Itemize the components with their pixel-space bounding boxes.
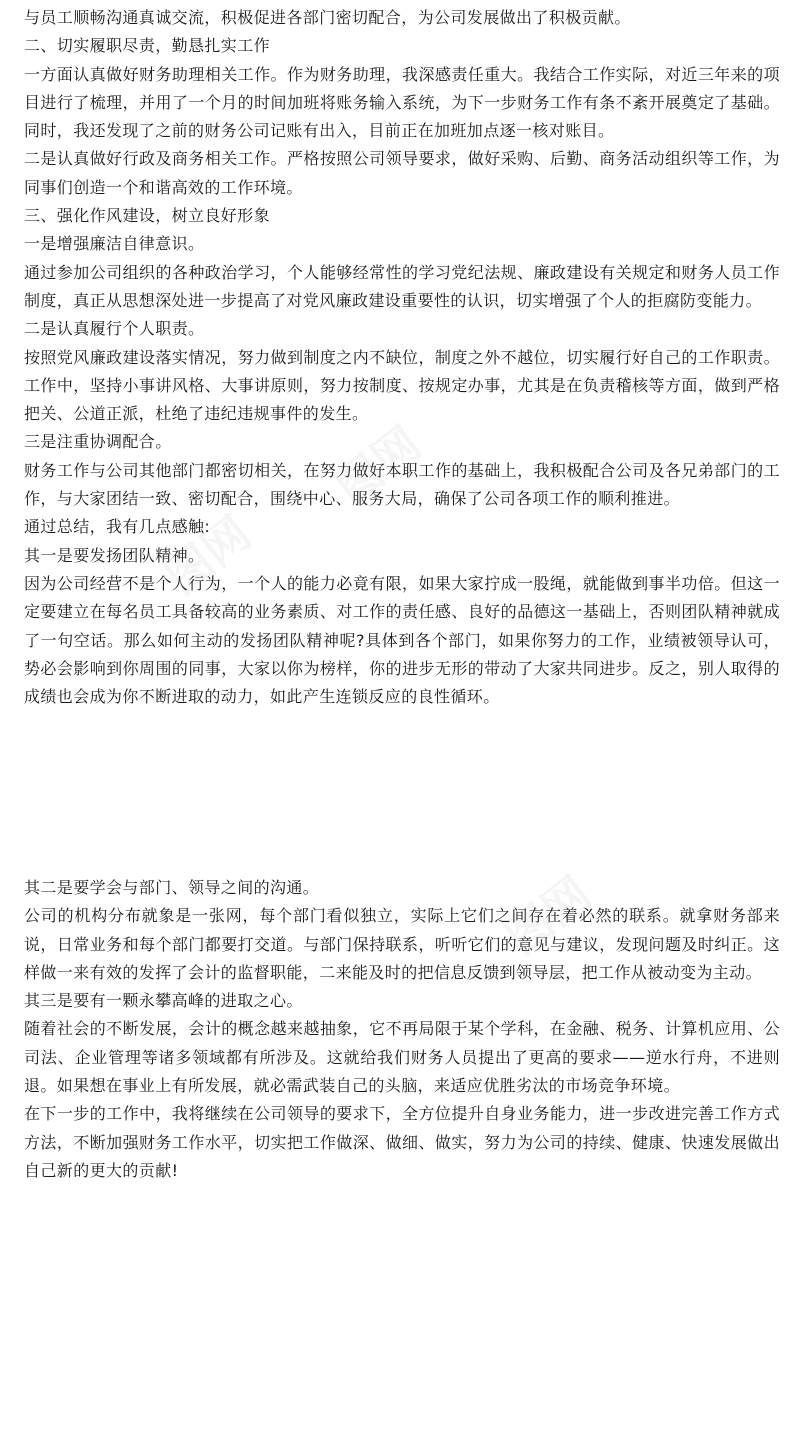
sub-heading: 其一是要发扬团队精神。: [24, 545, 205, 565]
paragraph: 公司的机构分布就象是一张网，每个部门看似独立，实际上它们之间存在着必然的联系。就拿财务部来说，日常业务和每个部门都要打交道。与部门保持联系，听听它们的意见与建议，发现问题及时纠正。这样做一来有效的发挥了会计的监督职能，二来能及时的把信息反馈到领导层，把工作从被动变为主动。: [24, 906, 780, 982]
section-b: [24, 874, 780, 1185]
sub-heading: 其三是要有一颗永攀高峰的进取之心。: [24, 991, 303, 1011]
paragraph: 随着社会的不断发展，会计的概念越来越抽象，它不再局限于某个学科，在金融、税务、计算机应用、公司法、企业管理等诸多领域都有所涉及。这就给我们财务人员提出了更高的要求——逆水行舟，不进则退。如果想在事业上有所发展，就必需武装自己的头脑，来适应优胜劣汰的市场竞争环境。: [24, 1019, 780, 1096]
paragraph: 与员工顺畅沟通真诚交流，积极促进各部门密切配合，为公司发展做出了积极贡献。: [24, 8, 631, 27]
paragraph: 二是认真做好行政及商务相关工作。严格按照公司领导要求，做好采购、后勤、商务活动组织等工作，为同事们创造一个和谐高效的工作环境。: [24, 149, 780, 197]
section-heading: 三、强化作风建设，树立良好形象: [24, 206, 271, 226]
section-heading: 二、切实履职尽责，勤恳扎实工作: [24, 36, 271, 56]
paragraph: 因为公司经营不是个人行为，一个人的能力必竟有限，如果大家拧成一股绳，就能做到事半功倍。但这一定要建立在每名员工具备较高的业务素质、对工作的责任感、良好的品德这一基础上，否则团队精神就成了一句空话。那么如何主动的发扬团队精神呢?具体到各个部门，如果你努力的工作，业绩被领导认可，势必会影响到你周围的同事，大家以你为榜样，你的进步无形的带动了大家共同进步。反之，别人取得的成绩也会成为你不断进取的动力，如此产生连锁反应的良性循环。: [24, 573, 780, 707]
paragraph: 通过参加公司组织的各种政治学习，个人能够经常性的学习党纪法规、廉政建设有关规定和财务人员工作制度，真正从思想深处进一步提高了对党风廉政建设重要性的认识，切实增强了个人的拒腐防变能力。: [24, 262, 780, 310]
sub-heading: 一是增强廉洁自律意识。: [24, 234, 205, 254]
paragraph: 财务工作与公司其他部门都密切相关，在努力做好本职工作的基础上，我积极配合公司及各兄弟部门的工作，与大家团结一致、密切配合，围绕中心、服务大局，确保了公司各项工作的顺利推进。: [24, 460, 780, 509]
section-a: [24, 4, 780, 711]
paragraph: 在下一步的工作中，我将继续在公司领导的要求下，全方位提升自身业务能力，进一步改进完善工作方式方法，不断加强财务工作水平，切实把工作做深、做细、做实，努力为公司的持续、健康、快速发展做出自己新的更大的贡献!: [24, 1104, 780, 1180]
paragraph: 通过总结，我有几点感触:: [24, 517, 211, 537]
watermark: 图网: [324, 415, 431, 515]
sub-heading: 三是注重协调配合。: [24, 432, 172, 452]
sub-heading: 二是认真履行个人职责。: [24, 319, 205, 339]
watermark: 图网: [494, 865, 601, 965]
sub-heading: 其二是要学会与部门、领导之间的沟通。: [24, 878, 320, 897]
paragraph: 按照党风廉政建设落实情况，努力做到制度之内不缺位，制度之外不越位，切实履行好自己的工作职责。工作中，坚持小事讲风格、大事讲原则，努力按制度、按规定办事，尤其是在负责稽核等方面，做到严格把关、公道正派，杜绝了违纪违规事件的发生。: [24, 347, 780, 424]
watermark: 图网: [154, 505, 261, 605]
paragraph: 一方面认真做好财务助理相关工作。作为财务助理，我深感责任重大。我结合工作实际，对近三年来的项目进行了梳理，并用了一个月的时间加班将账务输入系统，为下一步财务工作有条不紊开展奠定了基础。同时，我还发现了之前的财务公司记账有出入，目前正在加班加点逐一核对账目。: [24, 64, 780, 141]
